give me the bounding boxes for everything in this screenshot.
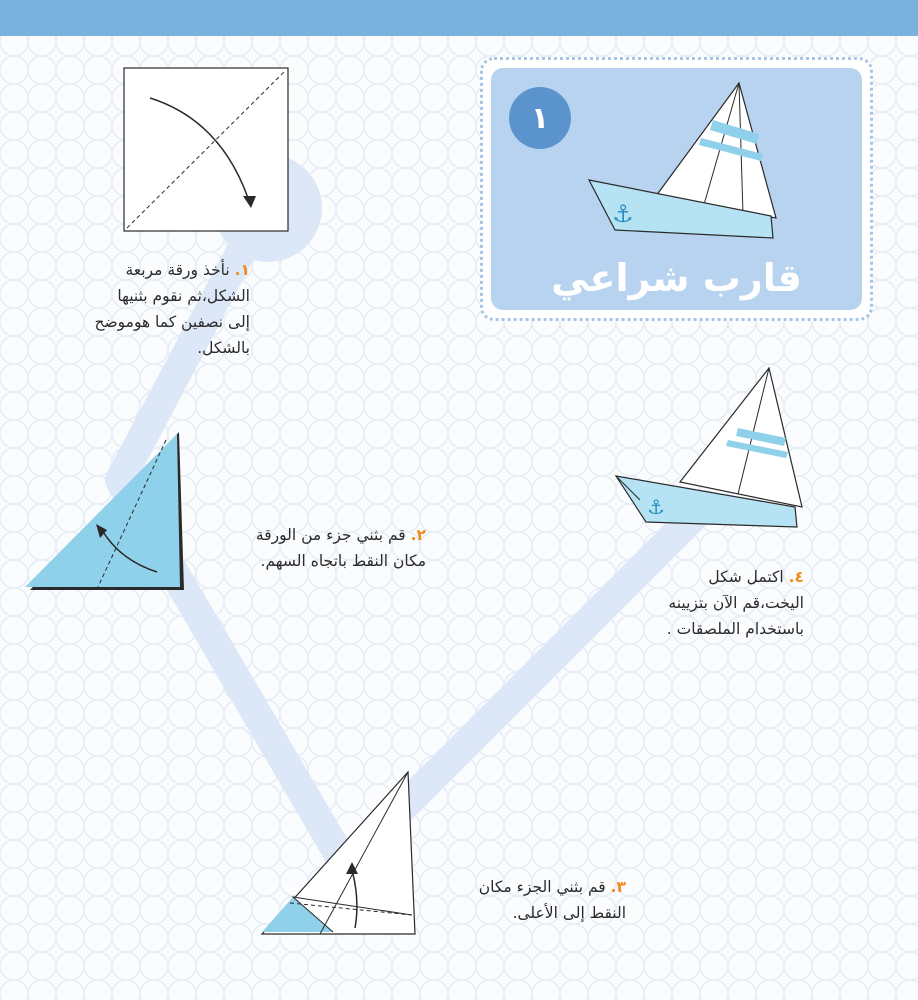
- step-number: ٢.: [410, 526, 426, 544]
- title-number-badge: ١: [509, 87, 571, 149]
- anchor-icon: ⚓: [647, 495, 665, 519]
- step-number: ٤.: [788, 568, 804, 586]
- step-1-text: ١. نأخذ ورقة مربعة الشكل،ثم نقوم بثنيها إلى نصفين كما هوموضح بالشكل.: [94, 261, 250, 357]
- title-card: [480, 57, 873, 321]
- step-4-text: ٤. اكتمل شكل اليخت،قم الآن بتزيينه باستخدام الملصقات .: [666, 568, 804, 638]
- page-title: قارب شراعي: [551, 256, 802, 300]
- anchor-icon: ⚓: [612, 200, 634, 228]
- step-number: ٣.: [610, 878, 626, 896]
- step-2-text: ٢. قم بثني جزء من الورقة مكان النقط باتجاه السهم.: [255, 526, 426, 570]
- step-number: ١.: [234, 261, 250, 279]
- step-3-text: ٣. قم بثني الجزء مكان النقط إلى الأعلى.: [478, 878, 626, 922]
